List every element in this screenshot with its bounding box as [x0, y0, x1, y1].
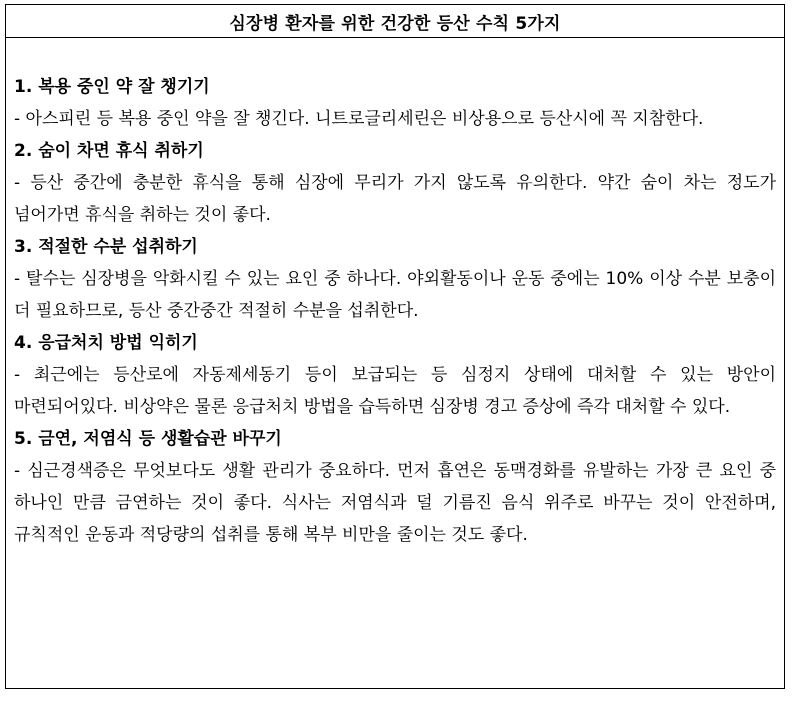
section-heading: 3. 적절한 수분 섭취하기	[14, 237, 198, 257]
section-heading: 2. 숨이 차면 휴식 취하기	[14, 141, 204, 161]
section-heading: 1. 복용 중인 약 잘 챙기기	[14, 77, 210, 97]
document-title: 심장병 환자를 위한 건강한 등산 수칙 5가지	[229, 13, 561, 34]
title-row	[6, 5, 784, 38]
section-5	[14, 423, 776, 551]
section-4	[14, 327, 776, 423]
section-body: - 탈수는 심장병을 악화시킬 수 있는 요인 중 하나다. 야외활동이나 운동 중에는 10% 이상 수분 보충이 더 필요하므로, 등산 중간중간 적절히 수분을 섭취한다.	[14, 269, 776, 321]
section-body: - 심근경색증은 무엇보다도 생활 관리가 중요하다. 먼저 흡연은 동맥경화를 유발하는 가장 큰 요인 중 하나인 만큼 금연하는 것이 좋다. 식사는 저염식과 덜 기름진 음식 위주로 바꾸는 것이 안전하며, 규칙적인 운동과 적당량의 섭취를 통해 복부 비만을 줄이는 것도 좋다.	[14, 461, 776, 545]
section-2	[14, 135, 776, 231]
blank-line	[14, 38, 776, 71]
section-heading: 5. 금연, 저염식 등 생활습관 바꾸기	[14, 429, 282, 449]
section-body: - 등산 중간에 충분한 휴식을 통해 심장에 무리가 가지 않도록 유의한다. 약간 숨이 차는 정도가 넘어가면 휴식을 취하는 것이 좋다.	[14, 173, 776, 225]
section-1	[14, 71, 776, 135]
document-content	[6, 38, 784, 551]
section-body: - 아스피린 등 복용 중인 약을 잘 챙긴다. 니트로글리세린은 비상용으로 등산시에 꼭 지참한다.	[14, 109, 704, 129]
section-heading: 4. 응급처치 방법 익히기	[14, 333, 198, 353]
section-body: - 최근에는 등산로에 자동제세동기 등이 보급되는 등 심정지 상태에 대처할 수 있는 방안이 마련되어있다. 비상약은 물론 응급처치 방법을 습득하면 심장병 경고 증상에 즉각 대처할 수 있다.	[14, 365, 776, 417]
section-3	[14, 231, 776, 327]
document-box	[5, 4, 785, 689]
